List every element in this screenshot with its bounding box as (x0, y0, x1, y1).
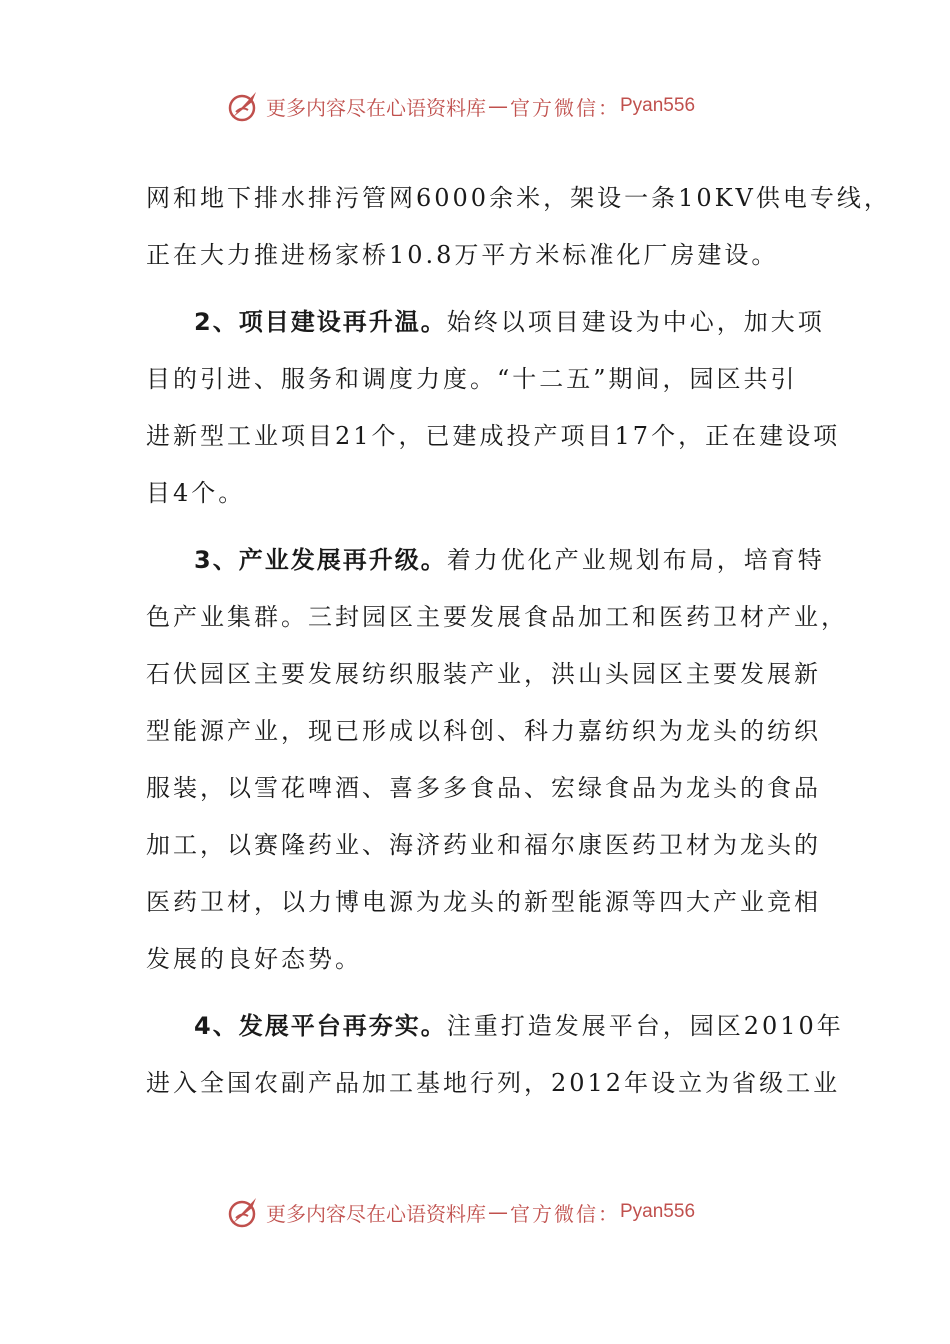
paragraph-line: 型能源产业，现已形成以科创、科力嘉纺织为龙头的纺织 (146, 717, 821, 745)
paragraph-text: 注重打造发展平台，园区2010年 (446, 1012, 844, 1040)
paragraph-project-construction (146, 294, 841, 522)
paragraph-line: 加工，以赛隆药业、海济药业和福尔康医药卫材为龙头的 (146, 831, 821, 859)
watermark-dash: — (488, 1200, 508, 1224)
paragraph-line: 正在大力推进杨家桥10.8万平方米标准化厂房建设。 (146, 241, 779, 269)
section-heading: 3、产业发展再升级。 (194, 546, 447, 574)
section-heading: 2、项目建设再升温。 (194, 308, 447, 336)
document-body (146, 170, 891, 1112)
paragraph-line: 目的引进、服务和调度力度。“十二五”期间，园区共引 (146, 365, 798, 393)
paragraph-line: 石伏园区主要发展纺织服装产业，洪山头园区主要发展新 (146, 660, 821, 688)
paragraph-line: 服装，以雪花啤酒、喜多多食品、宏绿食品为龙头的食品 (146, 774, 821, 802)
paragraph-line: 进入全国农副产品加工基地行列，2012年设立为省级工业 (146, 1069, 841, 1097)
watermark-text: 更多内容尽在心语资料库 (266, 1201, 486, 1226)
paragraph-text: 着力优化产业规划布局，培育特 (446, 546, 825, 574)
paragraph-first-line (146, 532, 825, 589)
paragraph-first-line (146, 998, 844, 1055)
watermark-text: 更多内容尽在心语资料库 (266, 95, 486, 120)
header-watermark (226, 86, 695, 126)
paragraph-line: 进新型工业项目21个，已建成投产项目17个，正在建设项 (146, 422, 841, 450)
quill-pen-logo-icon (226, 88, 262, 124)
footer-watermark (226, 1192, 695, 1232)
paragraph-industry-development (146, 532, 848, 988)
quill-pen-logo-icon (226, 1194, 262, 1230)
paragraph-text: 始终以项目建设为中心，加大项 (446, 308, 825, 336)
paragraph-line: 色产业集群。三封园区主要发展食品加工和医药卫材产业， (146, 603, 848, 631)
paragraph-line: 发展的良好态势。 (146, 945, 362, 973)
watermark-wechat-id: Pyan556 (620, 1201, 696, 1222)
watermark-dash: — (488, 94, 508, 118)
paragraph-line: 目4个。 (146, 479, 246, 507)
paragraph-line: 网和地下排水排污管网6000余米，架设一条10KV供电专线， (146, 184, 891, 212)
watermark-wechat-label: 官方微信： (510, 95, 620, 120)
watermark-wechat-label: 官方微信： (510, 1201, 620, 1226)
paragraph-first-line (146, 294, 825, 351)
paragraph-line: 医药卫材，以力博电源为龙头的新型能源等四大产业竞相 (146, 888, 821, 916)
watermark-wechat-id: Pyan556 (620, 95, 696, 116)
paragraph-continuation (146, 170, 891, 284)
paragraph-platform-development (146, 998, 844, 1112)
section-heading: 4、发展平台再夯实。 (194, 1012, 447, 1040)
